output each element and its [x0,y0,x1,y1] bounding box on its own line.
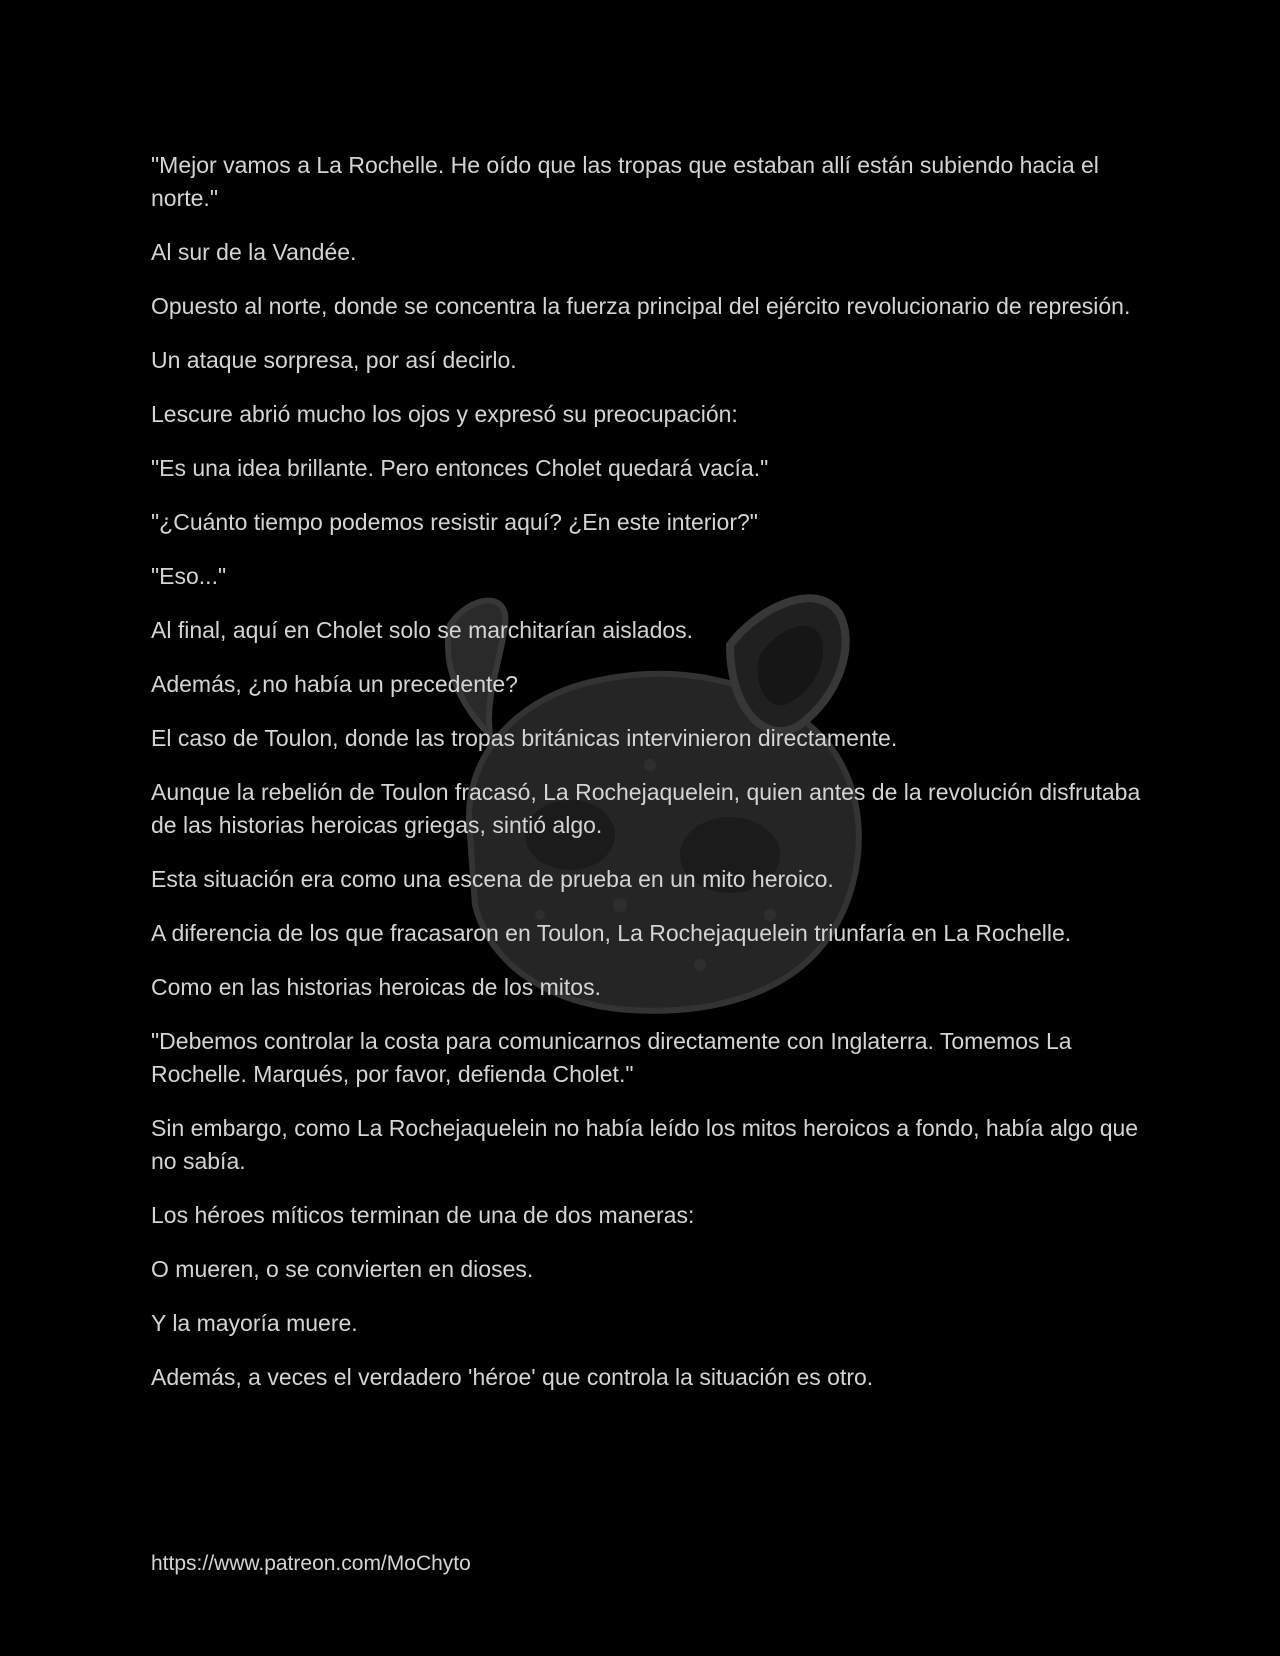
paragraph: Un ataque sorpresa, por así decirlo. [151,347,517,373]
paragraph: O mueren, o se convierten en dioses. [151,1256,534,1282]
paragraph: Al sur de la Vandée. [151,239,357,265]
paragraph: Al final, aquí en Cholet solo se marchitarían aislados. [151,617,694,643]
paragraph: Los héroes míticos terminan de una de dos maneras: [151,1202,695,1228]
paragraph: Opuesto al norte, donde se concentra la fuerza principal del ejército revolucionario de represión. [151,293,1131,319]
paragraph: A diferencia de los que fracasaron en Toulon, La Rochejaquelein triunfaría en La Rochelle. [151,920,1072,946]
paragraph: Además, ¿no había un precedente? [151,671,518,697]
paragraph: Además, a veces el verdadero 'héroe' que controla la situación es otro. [151,1364,874,1390]
paragraph: "¿Cuánto tiempo podemos resistir aquí? ¿En este interior?" [151,509,758,535]
paragraph: El caso de Toulon, donde las tropas británicas intervinieron directamente. [151,725,898,751]
patreon-link[interactable]: https://www.patreon.com/MoChyto [151,1552,471,1575]
paragraph: Esta situación era como una escena de prueba en un mito heroico. [151,866,834,892]
paragraph: Como en las historias heroicas de los mitos. [151,974,601,1000]
paragraph: "Eso..." [151,563,227,589]
paragraph: "Mejor vamos a La Rochelle. He oído que las tropas que estaban allí están subiendo hacia el norte." [151,152,1099,211]
paragraph: "Es una idea brillante. Pero entonces Cholet quedará vacía." [151,455,769,481]
document-body [151,149,1151,1415]
paragraph: Sin embargo, como La Rochejaquelein no había leído los mitos heroicos a fondo, había algo que no sabía. [151,1115,1139,1174]
paragraph: "Debemos controlar la costa para comunicarnos directamente con Inglaterra. Tomemos La Rochelle. Marqués, por favor, defienda Cholet." [151,1028,1072,1087]
paragraph: Lescure abrió mucho los ojos y expresó su preocupación: [151,401,738,427]
paragraph: Aunque la rebelión de Toulon fracasó, La Rochejaquelein, quien antes de la revolución disfrutaba de las historias heroicas griegas, sintió algo. [151,779,1141,838]
paragraph: Y la mayoría muere. [151,1310,358,1336]
